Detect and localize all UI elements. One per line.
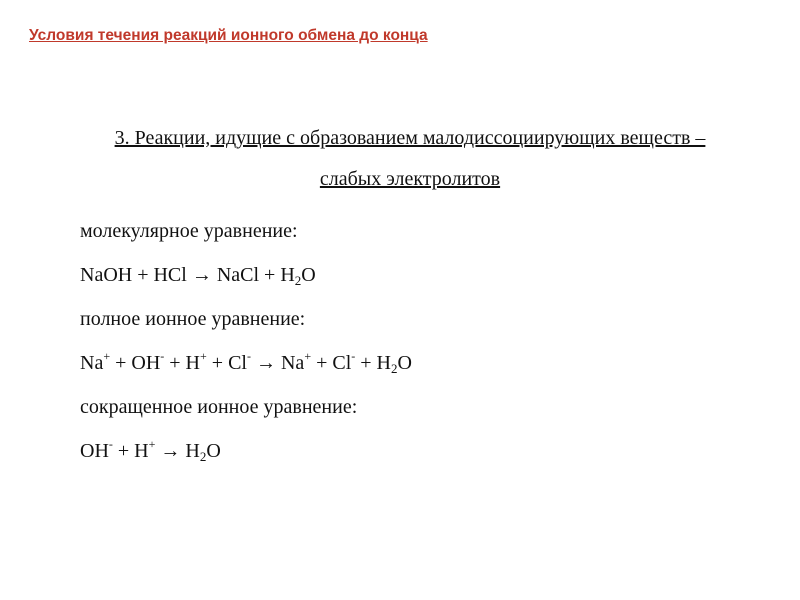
eq-charge: -: [160, 349, 165, 363]
short-ionic-equation: [80, 437, 221, 464]
eq-charge: -: [108, 437, 113, 451]
short-ionic-equation-label: сокращенное ионное уравнение:: [80, 396, 358, 418]
eq-charge: -: [246, 349, 251, 363]
eq-part: + Cl: [206, 352, 247, 374]
eq-part: O: [206, 440, 221, 462]
molecular-equation-label: молекулярное уравнение:: [80, 220, 298, 242]
eq-charge: +: [304, 349, 312, 363]
eq-part: OH: [80, 440, 109, 462]
eq-charge: +: [103, 349, 111, 363]
heading-line-1: 3. Реакции, идущие с образованием малодиссоциирующих веществ –: [114, 127, 706, 149]
eq-charge: -: [351, 349, 356, 363]
eq-part: + Cl: [311, 352, 352, 374]
heading-line-2: слабых электролитов: [319, 168, 501, 190]
eq-charge: +: [148, 437, 156, 451]
slide-title: Условия течения реакций ионного обмена до конца: [29, 27, 428, 44]
eq-part: + H: [164, 352, 201, 374]
eq-part: + H: [355, 352, 392, 374]
eq-charge: +: [200, 349, 207, 363]
eq-part: + H: [112, 440, 149, 462]
eq-part: + OH: [110, 352, 161, 374]
eq-part: → Na: [250, 352, 305, 374]
eq-part: O: [301, 264, 316, 286]
full-ionic-equation: [80, 349, 412, 376]
eq-subscript: 2: [199, 448, 207, 464]
eq-part: NaOH + HCl → NaCl + H: [80, 264, 295, 286]
eq-part: → H: [155, 440, 200, 462]
eq-part: O: [397, 352, 412, 374]
full-ionic-equation-label: полное ионное уравнение:: [80, 308, 306, 330]
molecular-equation: [80, 264, 316, 287]
eq-subscript: 2: [391, 360, 398, 376]
eq-part: Na: [80, 352, 104, 374]
eq-subscript: 2: [294, 272, 302, 288]
